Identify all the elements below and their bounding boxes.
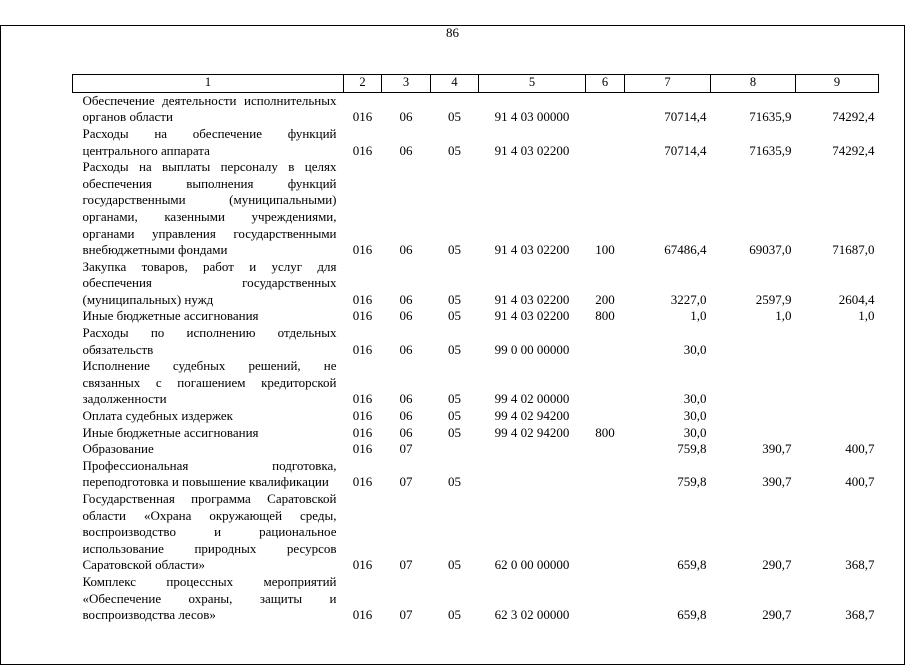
cell-description: Исполнение судебных решений, не связанных с погашением кредиторской задолженности [82,358,337,407]
cell-c4: 05 [448,308,461,324]
cell-description: Профессиональная подготовка, переподготовка и повышение квалификации [82,457,337,490]
cell-c9: 71687,0 [832,242,875,258]
page-number: 86 [446,25,459,40]
cell-c6 [586,491,625,574]
cell-c4: 05 [448,408,461,424]
cell-c2: 016 [352,424,373,440]
cell-c4: 05 [448,142,461,158]
cell-description: Расходы по исполнению отдельных обязательств [82,325,337,357]
cell-c3: 06 [399,142,413,158]
table-row [73,425,879,442]
table-header-row [73,75,879,93]
table-row [73,325,879,358]
cell-c5: 62 0 00 00000 [494,557,570,573]
cell-description: Закупка товаров, работ и услуг для обеспечения государственных (муниципальных) нужд [82,258,337,307]
cell-description: Расходы на обеспечение функций центрального аппарата [82,125,337,158]
cell-c8 [711,325,796,358]
cell-c9: 368,7 [845,607,875,623]
cell-c3: 06 [399,408,413,424]
cell-c5 [479,441,586,458]
cell-c7: 30,0 [683,341,707,357]
cell-c2: 016 [352,341,373,357]
cell-c5: 91 4 03 02200 [494,142,570,158]
cell-c6 [586,126,625,159]
column-header: 2 [344,75,382,93]
cell-c4: 05 [448,474,461,490]
cell-c9: 368,7 [845,557,875,573]
cell-c3: 07 [399,557,413,573]
cell-c7: 30,0 [683,408,707,424]
cell-c6 [586,92,625,126]
table-row [73,574,879,624]
cell-c7: 659,8 [677,557,707,573]
cell-c9: 74292,4 [832,109,875,125]
cell-c5: 91 4 03 00000 [494,109,570,125]
cell-c3: 06 [399,341,413,357]
column-header: 1 [73,75,344,93]
cell-c8: 2597,9 [755,291,792,307]
cell-c8: 390,7 [762,474,792,490]
cell-c7: 30,0 [683,391,707,407]
cell-c9: 2604,4 [838,291,875,307]
cell-c8: 290,7 [762,607,792,623]
table-body [73,92,879,624]
cell-c5: 62 3 02 00000 [494,607,570,623]
table-row [73,92,879,126]
cell-c8: 290,7 [762,557,792,573]
cell-c4: 05 [448,557,461,573]
column-header: 8 [711,75,796,93]
cell-c6: 800 [595,308,615,324]
cell-description: Государственная программа Саратовской области «Охрана окружающей среды, воспроизводство и рациональное использование природных ресурсов Саратовской области» [82,491,337,573]
cell-c5: 99 4 02 00000 [494,391,570,407]
cell-c3: 06 [399,391,413,407]
cell-c6: 100 [595,242,615,258]
cell-c6: 800 [595,424,615,440]
cell-c6 [586,574,625,624]
column-header: 9 [796,75,879,93]
cell-c9 [796,408,879,425]
table-row [73,441,879,458]
cell-c2: 016 [352,109,373,125]
cell-c3: 07 [399,607,413,623]
cell-c4: 05 [448,242,461,258]
cell-c9: 400,7 [845,474,875,490]
cell-c8 [711,425,796,442]
column-header: 7 [625,75,711,93]
cell-c2: 016 [352,557,373,573]
cell-c7: 3227,0 [670,291,707,307]
cell-c8: 71635,9 [749,142,792,158]
cell-c9: 400,7 [845,441,875,457]
cell-c7: 70714,4 [664,109,707,125]
cell-c7: 1,0 [690,308,707,324]
cell-c2: 016 [352,474,373,490]
cell-c4: 05 [448,391,461,407]
cell-c7: 659,8 [677,607,707,623]
table-row [73,358,879,408]
cell-c6 [586,441,625,458]
cell-c3: 06 [399,291,413,307]
column-header: 3 [382,75,431,93]
cell-c9: 74292,4 [832,142,875,158]
cell-c3: 07 [399,474,413,490]
cell-c8: 69037,0 [749,242,792,258]
cell-c5: 99 0 00 00000 [494,341,570,357]
column-header: 4 [431,75,479,93]
cell-description: Иные бюджетные ассигнования [82,424,259,440]
cell-c8: 1,0 [775,308,792,324]
table-row [73,458,879,491]
table-row [73,308,879,325]
cell-c5: 91 4 03 02200 [494,242,570,258]
budget-table [72,74,879,624]
cell-c5: 99 4 02 94200 [494,408,570,424]
column-header: 6 [586,75,625,93]
cell-c7: 30,0 [683,424,707,440]
cell-description: Оплата судебных издержек [82,408,233,424]
cell-c2: 016 [352,441,373,457]
table-row [73,408,879,425]
cell-c2: 016 [352,391,373,407]
table-row [73,126,879,159]
cell-c6 [586,325,625,358]
cell-description: Образование [82,441,154,457]
cell-c7: 759,8 [677,441,707,457]
cell-c2: 016 [352,242,373,258]
cell-c8 [711,408,796,425]
cell-c6: 200 [595,291,615,307]
cell-c4: 05 [448,291,461,307]
cell-c8: 71635,9 [749,109,792,125]
cell-c5: 91 4 03 02200 [494,308,570,324]
cell-c2: 016 [352,308,373,324]
cell-c7: 67486,4 [664,242,707,258]
cell-c9: 1,0 [858,308,875,324]
cell-c6 [586,458,625,491]
cell-c9 [796,358,879,408]
cell-c4: 05 [448,341,461,357]
cell-c2: 016 [352,291,373,307]
cell-c8: 390,7 [762,441,792,457]
cell-description: Расходы на выплаты персоналу в целях обеспечения выполнения функций государственными (муниципальными) органами, казенными учреждениями, органами управления государственными внебюджетными фондами [82,159,337,258]
cell-c5: 99 4 02 94200 [494,424,570,440]
cell-c6 [586,358,625,408]
cell-description: Обеспечение деятельности исполнительных органов области [82,92,337,125]
cell-c5 [479,458,586,491]
cell-description: Комплекс процессных мероприятий «Обеспечение охраны, защиты и воспроизводства лесов» [82,573,337,623]
cell-c2: 016 [352,142,373,158]
cell-c9 [796,425,879,442]
table-row [73,491,879,574]
cell-c3: 06 [399,242,413,258]
cell-c8 [711,358,796,408]
cell-c4: 05 [448,424,461,440]
cell-c5: 91 4 03 02200 [494,291,570,307]
cell-c9 [796,325,879,358]
cell-c6 [586,408,625,425]
cell-c7: 70714,4 [664,142,707,158]
table-row [73,259,879,309]
cell-c7: 759,8 [677,474,707,490]
cell-c2: 016 [352,607,373,623]
column-header: 5 [479,75,586,93]
cell-description: Иные бюджетные ассигнования [82,308,259,324]
cell-c4: 05 [448,607,461,623]
cell-c4: 05 [448,109,461,125]
cell-c3: 06 [399,308,413,324]
cell-c3: 06 [399,424,413,440]
table-row [73,159,879,259]
cell-c3: 07 [399,441,413,457]
cell-c3: 06 [399,109,413,125]
cell-c2: 016 [352,408,373,424]
cell-c4 [431,441,479,458]
